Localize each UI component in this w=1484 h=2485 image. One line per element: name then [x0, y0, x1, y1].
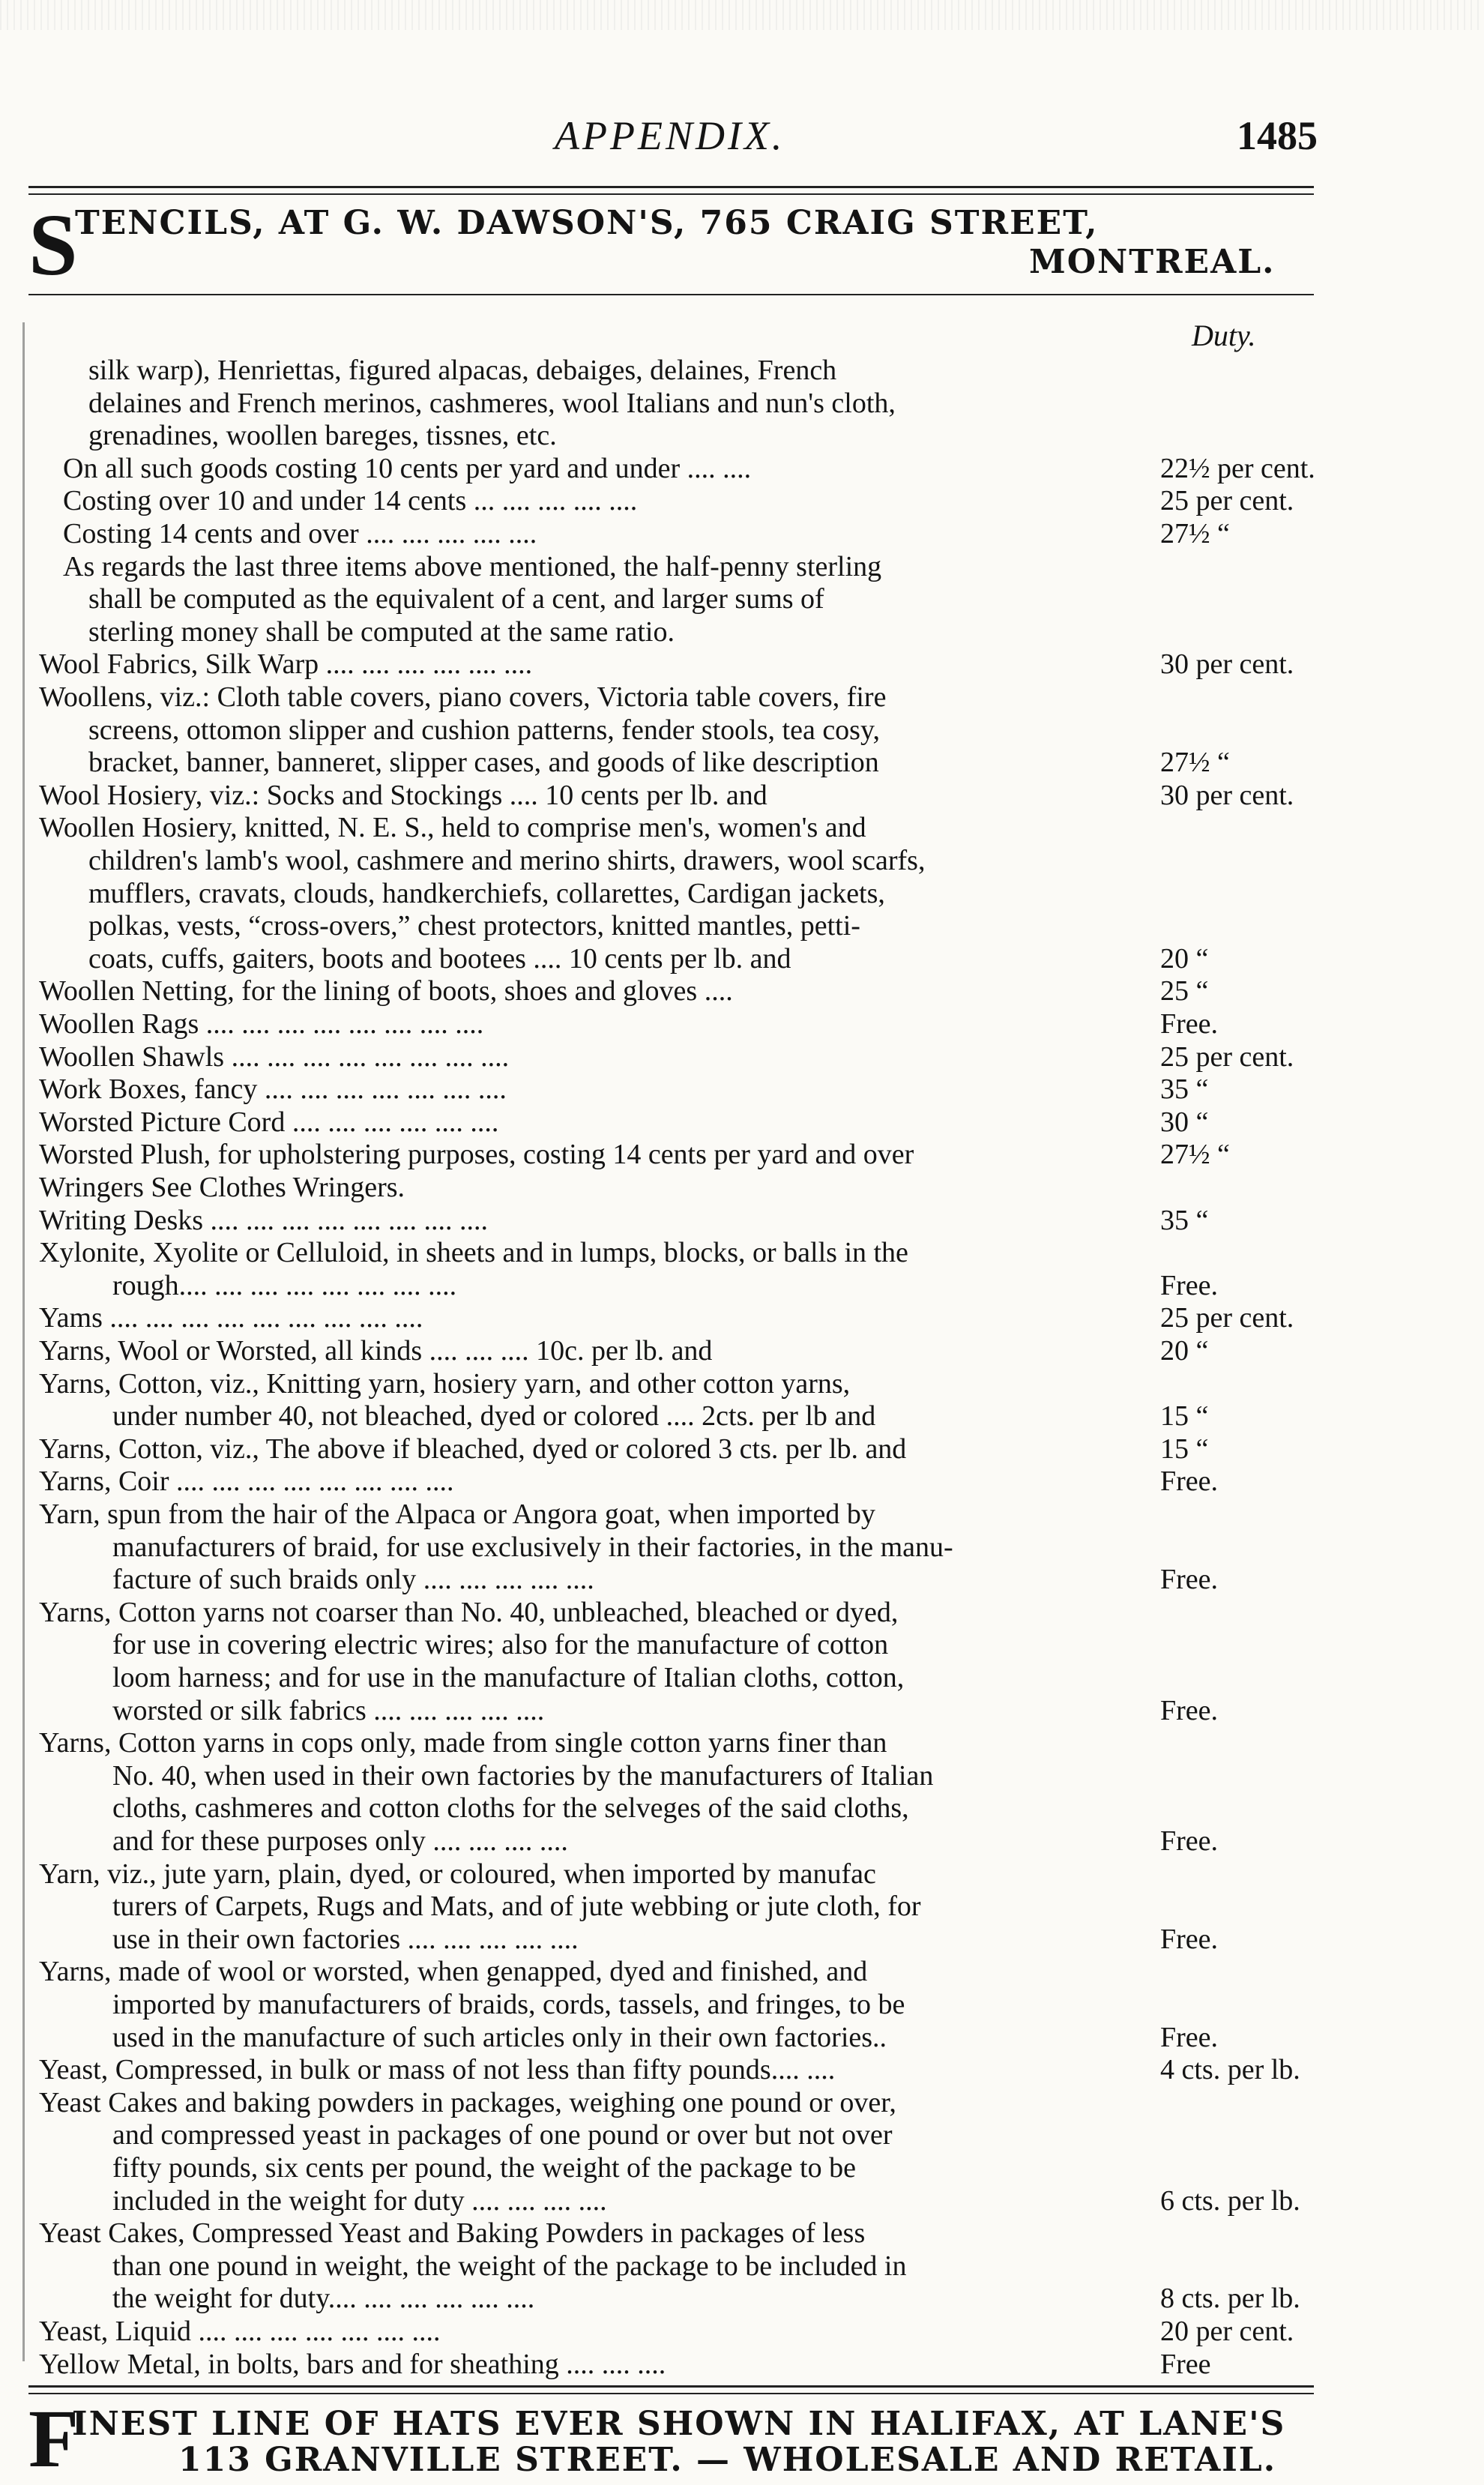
duty-rate: 27½ “	[1160, 518, 1230, 549]
tariff-line: Worsted Plush, for upholstering purposes, costing 14 cents per yard and over	[39, 1139, 914, 1170]
duty-rate: Free.	[1160, 1564, 1219, 1595]
tariff-line: Wringers See Clothes Wringers.	[39, 1172, 405, 1203]
tariff-line: children's lamb's wool, cashmere and merino shirts, drawers, wool scarfs,	[88, 845, 926, 876]
tariff-line: Yarns, Coir .... .... .... .... .... .... .... ....	[39, 1466, 454, 1497]
duty-rate: Free.	[1160, 1695, 1219, 1726]
tariff-line: Costing over 10 and under 14 cents ... .... .... .... ....	[63, 485, 638, 516]
top-ad-initial: S	[28, 196, 78, 294]
duty-rate: Free.	[1160, 1825, 1219, 1857]
running-title: APPENDIX.	[555, 113, 785, 158]
tariff-line: shall be computed as the equivalent of a cent, and larger sums of	[88, 583, 824, 615]
duty-rate: 6 cts. per lb.	[1160, 2185, 1300, 2217]
tariff-line: Yarn, viz., jute yarn, plain, dyed, or coloured, when imported by manufac	[39, 1858, 876, 1890]
duty-rate: 15 “	[1160, 1433, 1209, 1465]
tariff-line: Woollen Shawls .... .... .... .... .... .... .... ....	[39, 1041, 510, 1073]
tariff-line: Wool Fabrics, Silk Warp .... .... .... .... .... ....	[39, 648, 533, 680]
tariff-line: grenadines, woollen bareges, tissnes, etc.	[88, 420, 557, 451]
tariff-line: and compressed yeast in packages of one pound or over but not over	[112, 2119, 893, 2151]
tariff-line: Worsted Picture Cord .... .... .... .... .... ....	[39, 1106, 499, 1138]
tariff-line: Yeast, Liquid .... .... .... .... .... .... ....	[39, 2316, 441, 2347]
tariff-line: turers of Carpets, Rugs and Mats, and of jute webbing or jute cloth, for	[112, 1891, 921, 1922]
tariff-line: Yarns, made of wool or worsted, when genapped, dyed and finished, and	[39, 1956, 868, 1987]
tariff-line: Yarns, Cotton yarns not coarser than No. 40, unbleached, bleached or dyed,	[39, 1597, 899, 1628]
tariff-line: the weight for duty.... .... .... .... .... ....	[112, 2283, 535, 2314]
tariff-line: fifty pounds, six cents per pound, the weight of the package to be	[112, 2152, 856, 2184]
tariff-line: than one pound in weight, the weight of the package to be included in	[112, 2250, 907, 2282]
bottom-ad-line-1: INEST LINE OF HATS EVER SHOWN IN HALIFAX, AT LANE'S	[72, 2405, 1286, 2443]
tariff-line: Yarn, spun from the hair of the Alpaca or Angora goat, when imported by	[39, 1498, 875, 1530]
duty-column-heading: Duty.	[1192, 319, 1256, 352]
tariff-line: silk warp), Henriettas, figured alpacas, debaiges, delaines, French	[88, 355, 837, 386]
duty-rate: 35 “	[1160, 1205, 1209, 1236]
duty-rate: 20 “	[1160, 943, 1209, 975]
tariff-line: Woollen Hosiery, knitted, N. E. S., held to comprise men's, women's and	[39, 812, 866, 843]
tariff-line: Yeast, Compressed, in bulk or mass of not less than fifty pounds.... ....	[39, 2054, 836, 2085]
duty-rate: 20 per cent.	[1160, 2316, 1294, 2347]
tariff-line: worsted or silk fabrics .... .... .... .... ....	[112, 1695, 545, 1726]
tariff-line: delaines and French merinos, cashmeres, wool Italians and nun's cloth,	[88, 388, 896, 419]
duty-rate: 27½ “	[1160, 1139, 1230, 1170]
tariff-line: Yarns, Cotton yarns in cops only, made from single cotton yarns finer than	[39, 1727, 887, 1759]
tariff-line: manufacturers of braid, for use exclusively in their factories, in the manu-	[112, 1531, 953, 1563]
tariff-line: Woollen Netting, for the lining of boots, shoes and gloves ....	[39, 975, 733, 1007]
tariff-line: Writing Desks .... .... .... .... .... .... .... ....	[39, 1205, 489, 1236]
duty-rate: 30 per cent.	[1160, 648, 1294, 680]
bottom-ad-line-2: 113 GRANVILLE STREET. — WHOLESALE AND RETAIL.	[178, 2441, 1277, 2479]
top-ad-line-2: MONTREAL.	[1029, 243, 1276, 281]
duty-rate: 4 cts. per lb.	[1160, 2054, 1300, 2085]
tariff-line: imported by manufacturers of braids, cords, tassels, and fringes, to be	[112, 1989, 905, 2020]
tariff-line: use in their own factories .... .... .... .... ....	[112, 1924, 579, 1955]
footer-rule-thin	[28, 2393, 1314, 2394]
tariff-line: sterling money shall be computed at the same ratio.	[88, 616, 675, 648]
tariff-line: Woollens, viz.: Cloth table covers, piano covers, Victoria table covers, fire	[39, 681, 887, 713]
duty-rate: Free.	[1160, 1466, 1219, 1497]
footer-rule	[28, 2385, 1314, 2388]
duty-rate: Free.	[1160, 1270, 1219, 1301]
tariff-line: included in the weight for duty .... .... .... ....	[112, 2185, 607, 2217]
duty-rate: Free.	[1160, 2022, 1219, 2053]
duty-rate: 20 “	[1160, 1335, 1209, 1367]
tariff-line: facture of such braids only .... .... .... .... ....	[112, 1564, 594, 1595]
tariff-line: Yarns, Cotton, viz., The above if bleached, dyed or colored 3 cts. per lb. and	[39, 1433, 907, 1465]
tariff-line: and for these purposes only .... .... .... ....	[112, 1825, 568, 1857]
duty-rate: 25 per cent.	[1160, 1041, 1294, 1073]
tariff-line: Yarns, Wool or Worsted, all kinds .... .... .... 10c. per lb. and	[39, 1335, 713, 1367]
duty-rate: Free.	[1160, 1924, 1219, 1955]
tariff-line: bracket, banner, banneret, slipper cases, and goods of like description	[88, 747, 879, 778]
tariff-line: cloths, cashmeres and cotton cloths for the selveges of the said cloths,	[112, 1792, 909, 1824]
duty-rate: 25 per cent.	[1160, 485, 1294, 516]
duty-rate: 8 cts. per lb.	[1160, 2283, 1300, 2314]
duty-rate: 25 per cent.	[1160, 1302, 1294, 1334]
tariff-line: Yarns, Cotton, viz., Knitting yarn, hosiery yarn, and other cotton yarns,	[39, 1368, 851, 1400]
tariff-line: for use in covering electric wires; also for the manufacture of cotton	[112, 1629, 889, 1660]
tariff-line: Work Boxes, fancy .... .... .... .... .... .... ....	[39, 1073, 507, 1105]
tariff-line: Xylonite, Xyolite or Celluloid, in sheets and in lumps, blocks, or balls in the	[39, 1237, 908, 1268]
tariff-line: Woollen Rags .... .... .... .... .... .... .... ....	[39, 1008, 484, 1040]
duty-rate: Free	[1160, 2349, 1211, 2380]
tariff-line: used in the manufacture of such articles only in their own factories..	[112, 2022, 887, 2053]
tariff-line: Yeast Cakes and baking powders in packages, weighing one pound or over,	[39, 2087, 896, 2118]
tariff-line: Costing 14 cents and over .... .... .... .... ....	[63, 518, 537, 549]
tariff-line: loom harness; and for use in the manufacture of Italian cloths, cotton,	[112, 1662, 905, 1693]
tariff-line: rough.... .... .... .... .... .... .... ....	[112, 1270, 457, 1301]
duty-rate: Free.	[1160, 1008, 1219, 1040]
tariff-line: screens, ottomon slipper and cushion patterns, fender stools, tea cosy,	[88, 714, 881, 746]
tariff-line: No. 40, when used in their own factories by the manufacturers of Italian	[112, 1760, 934, 1792]
page-number: 1485	[1237, 113, 1318, 158]
bottom-ad-initial: F	[28, 2393, 79, 2484]
duty-rate: 15 “	[1160, 1400, 1209, 1432]
tariff-line: Yeast Cakes, Compressed Yeast and Baking Powders in packages of less	[39, 2217, 866, 2249]
tariff-line: mufflers, cravats, clouds, handkerchiefs, collarettes, Cardigan jackets,	[88, 878, 885, 909]
duty-rate: 30 “	[1160, 1106, 1209, 1138]
bottom-advertisement	[28, 2393, 1314, 2484]
tariff-line: As regards the last three items above mentioned, the half-penny sterling	[63, 551, 882, 582]
top-ad-line-1: TENCILS, AT G. W. DAWSON'S, 765 CRAIG STREET,	[75, 204, 1099, 242]
tariff-line: Yams .... .... .... .... .... .... .... .... ....	[39, 1302, 423, 1334]
duty-rate: 25 “	[1160, 975, 1209, 1007]
duty-rate: 30 per cent.	[1160, 780, 1294, 811]
tariff-line: On all such goods costing 10 cents per yard and under .... ....	[63, 453, 752, 484]
tariff-line: polkas, vests, “cross-overs,” chest protectors, knitted mantles, petti-	[88, 910, 860, 942]
tariff-line: Yellow Metal, in bolts, bars and for sheathing .... .... ....	[39, 2349, 666, 2380]
duty-rate: 27½ “	[1160, 747, 1230, 778]
tariff-line: under number 40, not bleached, dyed or colored .... 2cts. per lb and	[112, 1400, 876, 1432]
duty-rate: 22½ per cent.	[1160, 453, 1315, 484]
tariff-line: Wool Hosiery, viz.: Socks and Stockings .... 10 cents per lb. and	[39, 780, 767, 811]
tariff-line: coats, cuffs, gaiters, boots and bootees .... 10 cents per lb. and	[88, 943, 791, 975]
duty-rate: 35 “	[1160, 1073, 1209, 1105]
